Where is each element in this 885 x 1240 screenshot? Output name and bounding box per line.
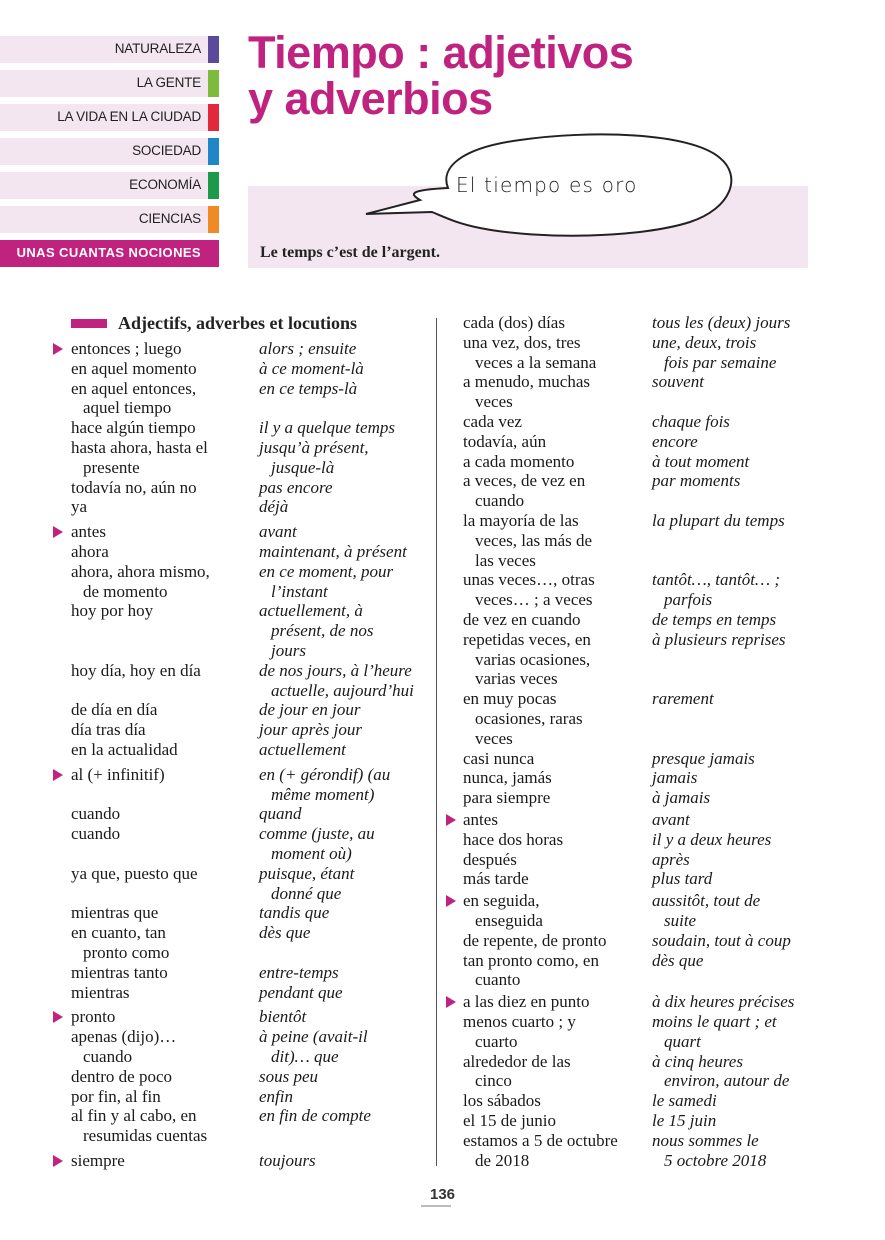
french-translation: de temps en temps [652, 610, 777, 629]
bullet-arrow-icon [53, 343, 63, 355]
spanish-term: antes [71, 522, 106, 542]
spanish-term: cuando [83, 1047, 133, 1066]
spanish-term: veces, las más de [475, 530, 593, 550]
nav-item-label: NATURALEZA [114, 41, 201, 56]
french-translation: à ce moment-là [259, 358, 364, 378]
spanish-term: apenas (dijo)… [71, 1027, 177, 1047]
spanish-term: enseguida [475, 911, 543, 930]
spanish-term: más tarde [463, 869, 529, 889]
french-translation: quand [259, 804, 302, 824]
spanish-term: en muy pocas [463, 689, 557, 709]
spanish-term: cuando [71, 804, 121, 824]
french-translation: en (+ gérondif) (au [259, 764, 391, 784]
french-translation: pas encore [259, 477, 333, 497]
french-translation: plus tard [652, 869, 713, 889]
title-line-2: y adverbios [248, 73, 493, 124]
french-translation: en fin de compte [259, 1106, 371, 1126]
french-translation: donné que [271, 883, 342, 903]
spanish-term: unas veces…, otras [463, 570, 595, 590]
spanish-term: resumidas cuentas [83, 1126, 208, 1146]
spanish-term: veces… ; a veces [475, 590, 593, 610]
french-translation: à dix heures précises [652, 992, 795, 1012]
spanish-term: ocasiones, raras [475, 709, 583, 728]
nav-color-tab [208, 206, 219, 233]
french-translation: maintenant, à présent [259, 542, 407, 561]
spanish-term: veces [475, 392, 513, 412]
french-translation: l’instant [271, 581, 328, 601]
french-translation: dit)… que [271, 1047, 339, 1066]
page-number-underline [421, 1205, 451, 1207]
french-translation: aussitôt, tout de [652, 891, 761, 911]
french-translation: bientôt [259, 1007, 307, 1027]
spanish-term: de momento [83, 581, 168, 601]
french-translation: souvent [652, 372, 704, 392]
nav-color-tab [208, 104, 219, 131]
bullet-arrow-icon [53, 1155, 63, 1167]
spanish-term: de día en día [71, 700, 158, 720]
french-translation: à cinq heures [652, 1051, 743, 1071]
spanish-term: siempre [71, 1151, 125, 1170]
spanish-term: presente [83, 457, 140, 477]
french-translation: tantôt…, tantôt… ; [652, 570, 780, 590]
french-translation: actuellement [259, 740, 346, 759]
french-translation: jusque-là [271, 457, 335, 477]
spanish-term: estamos a 5 de octubre [463, 1130, 618, 1150]
spanish-term: de 2018 [475, 1150, 530, 1170]
spanish-term: menos cuarto ; y [463, 1012, 576, 1031]
nav-item-4[interactable] [0, 172, 219, 199]
nav-color-tab [208, 172, 219, 199]
bullet-arrow-icon [53, 526, 63, 538]
spanish-term: ya que, puesto que [71, 863, 198, 883]
french-translation: jamais [652, 768, 698, 788]
french-translation: déjà [259, 497, 289, 517]
french-translation: suite [664, 911, 697, 930]
french-translation: jour après jour [259, 720, 362, 740]
spanish-term: veces a la semana [475, 352, 597, 372]
french-translation: alors ; ensuite [259, 339, 357, 358]
spanish-term: dentro de poco [71, 1066, 173, 1086]
spanish-term: entonces ; luego [71, 339, 182, 358]
french-translation: en ce moment, pour [259, 561, 394, 581]
spanish-term: hasta ahora, hasta el [71, 438, 208, 457]
spanish-term: a cada momento [463, 451, 575, 471]
spanish-term: la mayoría de las [463, 511, 579, 530]
spanish-term: mientras que [71, 903, 159, 923]
nav-item-active-label: UNAS CUANTAS NOCIONES [16, 245, 201, 260]
spanish-term: casi nunca [463, 748, 535, 768]
french-translation: rarement [652, 689, 714, 709]
spanish-term: una vez, dos, tres [463, 332, 581, 352]
french-translation: jours [271, 641, 306, 660]
bullet-arrow-icon [446, 996, 456, 1008]
spanish-term: cuando [475, 491, 525, 511]
bullet-arrow-icon [53, 769, 63, 781]
spanish-term: cada vez [463, 412, 522, 431]
bullet-arrow-icon [446, 814, 456, 826]
french-translation: même moment) [271, 784, 375, 804]
spanish-term: en seguida, [463, 891, 540, 911]
spanish-term: cuando [71, 824, 121, 844]
nav-color-tab [208, 70, 219, 97]
spanish-term: hoy por hoy [71, 601, 154, 621]
french-translation: présent, de nos [271, 621, 374, 641]
spanish-term: varias ocasiones, [475, 649, 591, 669]
french-translation: il y a deux heures [652, 829, 772, 849]
nav-item-5[interactable] [0, 206, 219, 233]
french-translation: puisque, étant [259, 863, 355, 883]
bullet-arrow-icon [53, 1011, 63, 1023]
spanish-term: todavía, aún [463, 431, 547, 451]
french-translation: chaque fois [652, 412, 730, 431]
spanish-term: aquel tiempo [83, 398, 172, 418]
spanish-term: en la actualidad [71, 740, 178, 759]
french-translation: le samedi [652, 1091, 717, 1111]
nav-item-label: ECONOMÍA [129, 177, 201, 192]
french-translation: à jamais [652, 788, 711, 808]
column-divider [436, 318, 437, 1166]
french-translation: actuellement, à [259, 601, 363, 621]
proverb-spanish: El tiempo es oro [456, 173, 638, 197]
spanish-term: pronto [71, 1007, 116, 1027]
spanish-term: pronto como [83, 943, 170, 962]
spanish-term: ahora, ahora mismo, [71, 561, 210, 581]
spanish-term: en aquel entonces, [71, 378, 197, 398]
french-translation: en ce temps-là [259, 378, 358, 398]
section-heading-text: Adjectifs, adverbes et locutions [118, 313, 357, 333]
french-translation: comme (juste, au [259, 824, 375, 844]
spanish-term: día tras día [71, 720, 146, 740]
nav-item-label: CIENCIAS [138, 211, 201, 226]
spanish-term: al fin y al cabo, en [71, 1106, 197, 1126]
french-translation: de nos jours, à l’heure [259, 660, 412, 680]
spanish-term: cuarto [475, 1031, 518, 1051]
french-translation: soudain, tout à coup [652, 930, 791, 950]
french-translation: dès que [259, 923, 311, 943]
french-translation: à tout moment [652, 451, 750, 471]
french-translation: la plupart du temps [652, 511, 785, 530]
french-translation: actuelle, aujourd’hui [271, 680, 414, 700]
spanish-term: por fin, al fin [71, 1086, 161, 1106]
spanish-term: el 15 de junio [463, 1111, 557, 1130]
spanish-term: hoy día, hoy en día [71, 660, 201, 680]
heading-marker [71, 319, 107, 328]
french-translation: sous peu [259, 1066, 319, 1086]
nav-item-1[interactable] [0, 70, 219, 97]
nav-item-label: SOCIEDAD [132, 143, 201, 158]
nav-item-label: LA VIDA EN LA CIUDAD [57, 109, 201, 124]
french-translation: nous sommes le [652, 1130, 759, 1150]
nav-color-tab [208, 138, 219, 165]
french-translation: à peine (avait-il [259, 1027, 368, 1047]
spanish-term: a veces, de vez en [463, 471, 586, 491]
spanish-term: los sábados [463, 1091, 541, 1111]
spanish-term: mientras [71, 982, 130, 1002]
french-translation: le 15 juin [652, 1111, 717, 1130]
french-translation: pendant que [259, 982, 343, 1002]
french-translation: 5 octobre 2018 [664, 1150, 767, 1170]
french-translation: toujours [259, 1151, 316, 1170]
spanish-term: cada (dos) días [463, 313, 565, 332]
spanish-term: al (+ infinitif) [71, 764, 165, 784]
nav-color-tab [208, 36, 219, 63]
french-translation: avant [259, 522, 297, 542]
french-translation: environ, autour de [664, 1071, 790, 1091]
spanish-term: varias veces [475, 669, 558, 689]
french-translation: presque jamais [652, 748, 755, 768]
nav-item-0[interactable] [0, 36, 219, 63]
french-translation: après [652, 849, 690, 869]
spanish-term: tan pronto como, en [463, 950, 599, 970]
french-translation: par moments [652, 471, 741, 491]
spanish-term: las veces [475, 550, 536, 570]
french-translation: avant [652, 810, 690, 829]
spanish-term: hace algún tiempo [71, 418, 196, 438]
french-translation: entre-temps [259, 962, 339, 982]
french-translation: de jour en jour [259, 700, 361, 720]
spanish-term: cuanto [475, 970, 521, 990]
french-translation: encore [652, 431, 698, 451]
spanish-term: ahora [71, 542, 109, 561]
page-title [248, 27, 634, 124]
french-translation: tandis que [259, 903, 330, 923]
spanish-term: mientras tanto [71, 962, 168, 982]
spanish-term: todavía no, aún no [71, 477, 197, 497]
section-nav [0, 36, 219, 274]
spanish-term: antes [463, 810, 498, 829]
page-number: 136 [429, 1186, 456, 1203]
spanish-term: a menudo, muchas [463, 372, 590, 392]
spanish-term: repetidas veces, en [463, 629, 591, 649]
spanish-term: cinco [475, 1071, 512, 1091]
spanish-term: ya [71, 497, 88, 517]
spanish-term: alrededor de las [463, 1051, 571, 1071]
french-translation: parfois [664, 590, 713, 610]
spanish-term: en aquel momento [71, 358, 197, 378]
french-translation: fois par semaine [664, 352, 777, 372]
proverb-french: Le temps c’est de l’argent. [260, 244, 440, 261]
spanish-term: para siempre [463, 788, 551, 808]
bullet-arrow-icon [446, 895, 456, 907]
french-translation: quart [664, 1031, 701, 1051]
french-translation: tous les (deux) jours [652, 313, 791, 332]
nav-item-3[interactable] [0, 138, 219, 165]
french-translation: à plusieurs reprises [652, 629, 786, 649]
french-translation: jusqu’à présent, [259, 438, 369, 457]
spanish-term: veces [475, 728, 513, 748]
spanish-term: hace dos horas [463, 829, 564, 849]
spanish-term: de vez en cuando [463, 610, 581, 629]
french-translation: dès que [652, 950, 704, 970]
nav-item-label: LA GENTE [136, 75, 201, 90]
french-translation: il y a quelque temps [259, 418, 395, 438]
french-translation: une, deux, trois [652, 332, 757, 352]
spanish-term: a las diez en punto [463, 992, 590, 1012]
title-line-1: Tiempo : adjetivos [248, 27, 634, 78]
spanish-term: de repente, de pronto [463, 930, 607, 950]
french-translation: enfin [259, 1086, 293, 1106]
nav-item-2[interactable] [0, 104, 219, 131]
spanish-term: nunca, jamás [463, 768, 552, 788]
spanish-term: en cuanto, tan [71, 923, 166, 943]
french-translation: moins le quart ; et [652, 1012, 777, 1031]
french-translation: moment où) [271, 844, 352, 863]
nav-item-active[interactable] [0, 240, 219, 267]
spanish-term: después [463, 849, 517, 869]
